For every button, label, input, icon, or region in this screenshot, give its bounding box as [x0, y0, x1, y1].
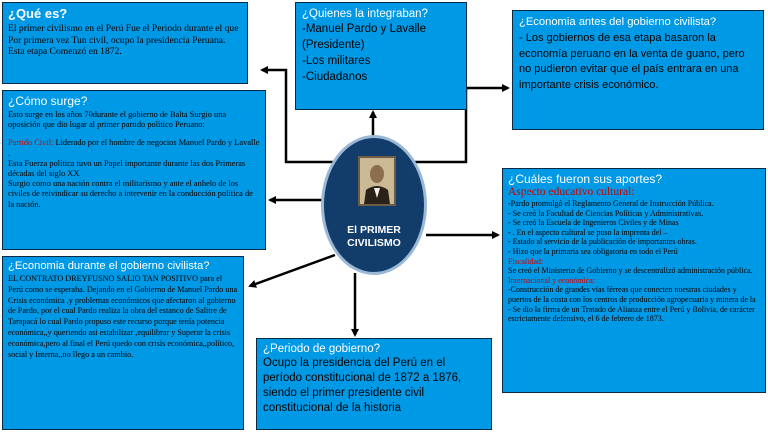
economia-antes-text: - Los gobiernos de esa etapa basaron la economía peruano en la venta de guano, pero no pudieron evitar que el país entrara en una importante crisis económico. [519, 32, 745, 91]
que-es-text: El primer civilismo en el Perú Fue el Periodo durante el que Por primera vez Tun civil, ocupo la presidencia Peruana. Esta etapa Comenzó en 1872. [8, 23, 239, 58]
como-surge-p3: Surgio como una nación contra el militarismo y ante el anhelo de los civiles de reivindicar su derecho a intervenir en la conducción política de la nación. [8, 179, 253, 209]
list-item: - Estado al servicio de la publicación de importantes obras. [508, 237, 697, 247]
list-item: - Se creó la Escuela de Ingenieros Civiles y de Minas [508, 218, 679, 228]
list-item: -Ciudadanos [302, 71, 368, 83]
periodo-title: ¿Periodo de gobierno? [263, 343, 380, 355]
list-item: - Se creó la Facultad de Ciencias Políticas y Administrativas. [508, 208, 704, 218]
como-surge-title: ¿Cómo surge? [8, 94, 88, 108]
aspecto-educativo-heading: Aspecto educativo cultural: [508, 186, 635, 198]
list-item: - Se dio la firma de un Tratado de Alianza entre el Perú y Bolivia, de carácter estrictamente defensivo, el 6 de febrero de 1873. [508, 304, 755, 324]
partido-civil-label: Partido Civil: [8, 138, 54, 148]
internacional-label: Internacional y económica: [508, 275, 596, 285]
center-node [321, 135, 427, 275]
que-es-title: ¿Qué es? [8, 6, 68, 21]
como-surge-intro: Esto surge en los años 70durante el gobierno de Balta Surgio una oposición que dio lugar al primer partido político Peruano: [8, 110, 227, 130]
quienes-box [295, 2, 467, 110]
center-title [324, 224, 424, 250]
list-item: -Manuel Pardo y Lavalle (Presidente) [302, 23, 427, 51]
list-item: - . En el aspecto cultural se puso la imprenta del – [508, 227, 668, 237]
quienes-title: ¿Quienes la integraban? [302, 8, 428, 20]
list-item: - Hizo que la primaria sea obligatoria en todo el Perú [508, 246, 678, 256]
portrait-icon [358, 156, 396, 206]
list-item: -Pardo promulgó el Reglamento General de Instrucción Pública. [508, 199, 714, 208]
list-item: -Los militares [302, 55, 371, 67]
fiscalidad-label: Fiscalidad: [508, 256, 544, 266]
partido-civil-text: Liderado por el hombre de negocios Manuel Pardo y Lavalle . [8, 138, 260, 158]
dreyfus-body: para el Perú como se esperaba. Dejando en el Gobierno de Manuel Pardo una Crisis económica ,y problemas económicos que afectaron al gobierno de Pardo, por el cual Pardo realiza la obra del estanco de Salitre de Tarapacá lo cual Pardo propuso este recurso porque tenía potencia económica,,y queriendo asi estabilizar ,equilibrar y Superar la crisis económica,pero al final el Perú quedo con crisis económica,,político, social y Interna,,no llego a un cambio. [8, 274, 238, 359]
economia-antes-box [512, 10, 764, 130]
portrait-figure [360, 158, 394, 204]
economia-durante-box [2, 256, 244, 430]
periodo-box [256, 338, 492, 430]
periodo-text: Ocupo la presidencia del Perú en el período constitucional de 1872 a 1876, siendo el primer presidente civil constitucional de la historia [263, 357, 462, 414]
que-es-box [2, 2, 248, 84]
center-title-line1: El PRIMER [347, 224, 401, 236]
economia-antes-title: ¿Economia antes del gobierno civilista? [519, 16, 717, 28]
dreyfus-heading: EL CONTRATO DREYFUSNO SALIO TAN POSITIVO [8, 274, 199, 283]
partido-civil-paragraph [8, 138, 260, 158]
quienes-list [302, 21, 460, 85]
economia-durante-title: ¿Economia durante el gobierno civilista? [8, 260, 210, 272]
como-surge-box [2, 90, 266, 250]
economia-durante-text [8, 274, 238, 360]
educ-list [508, 199, 760, 257]
aportes-box [502, 168, 766, 393]
list-item: -Construcción de grandes vías férreas que conecten nuestras ciudades y puertos de la costa con los centros de producción agropecuaria y minera de la [508, 285, 756, 304]
intl-list [508, 285, 760, 323]
como-surge-p2: Esta Fuerza política tuvo un Papel importante durante las dos Primeras décadas del siglo XX [8, 158, 246, 179]
center-title-line2: CIVILISMO [347, 237, 401, 249]
fiscalidad-text: Se creó el Ministerio de Gobierno y se descentralizó administración pública. [508, 266, 753, 276]
aportes-title: ¿Cuáles fueron sus aportes? [508, 172, 663, 186]
arrow-to-economia-durante [250, 255, 335, 286]
